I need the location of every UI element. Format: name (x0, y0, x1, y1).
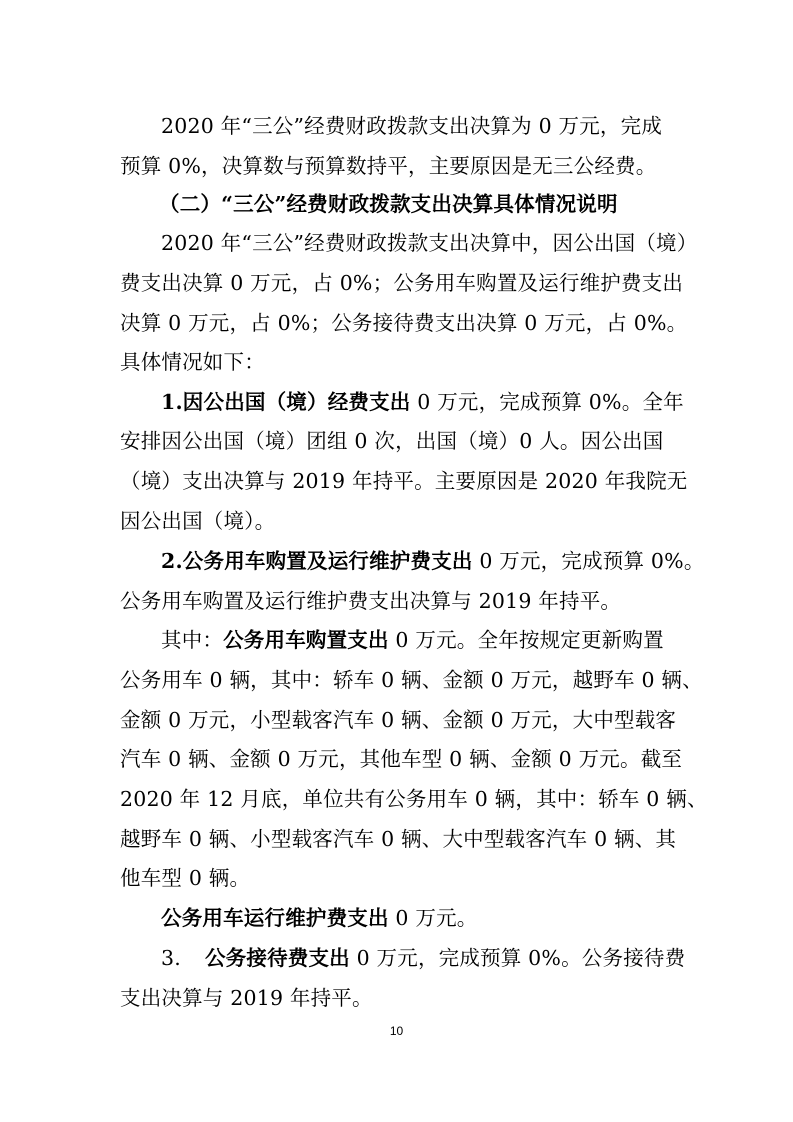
paragraph-line: 2020 年“三公”经费财政拨款支出决算中，因公出国（境） (161, 231, 698, 255)
item-text: 0 万元。 (388, 906, 478, 930)
paragraph-line: 2020 年 12 月底，单位共有公务用车 0 辆，其中：轿车 0 辆、 (120, 787, 708, 811)
paragraph-line: 费支出决算 0 万元，占 0%；公务用车购置及运行维护费支出 (120, 271, 684, 295)
paragraph-line: 汽车 0 辆、金额 0 万元，其他车型 0 辆、金额 0 万元。截至 (120, 747, 683, 771)
paragraph-line (161, 547, 705, 575)
paragraph-line: 支出决算与 2019 年持平。 (120, 986, 373, 1010)
paragraph-line (161, 944, 686, 972)
paragraph-line: 2020 年“三公”经费财政拨款支出决算为 0 万元，完成 (161, 114, 663, 138)
item-text: 0 万元，完成预算 0%。 (472, 549, 705, 573)
item-title: 公务接待费支出 (204, 946, 350, 970)
paragraph-line (161, 904, 681, 932)
item-title: 2.公务用车购置及运行维护费支出 (161, 549, 473, 573)
paragraph-line: 公务用车购置及运行维护费支出决算与 2019 年持平。 (120, 589, 622, 613)
paragraph-line: 预算 0%，决算数与预算数持平，主要原因是无三公经费。 (120, 154, 657, 178)
item-title: 公务用车运行维护费支出 (161, 906, 389, 930)
paragraph-line (161, 626, 681, 654)
item-title: 1.因公出国（境）经费支出 (161, 390, 411, 414)
item-text: 0 万元，完成预算 0%。全年 (410, 390, 684, 414)
paragraph-line: 具体情况如下： (120, 350, 265, 374)
item-text: 0 万元，完成预算 0%。公务接待费 (349, 946, 686, 970)
page-number: 10 (389, 1024, 404, 1038)
paragraph-line: （境）支出决算与 2019 年持平。主要原因是 2020 年我院无 (120, 469, 688, 493)
paragraph-line (161, 388, 684, 416)
item-text: 0 万元。全年按规定更新购置 (388, 628, 664, 652)
paragraph-line: 他车型 0 辆。 (120, 866, 251, 890)
item-title: 公务用车购置支出 (223, 628, 389, 652)
paragraph-line: 因公出国（境）。 (120, 509, 276, 533)
item-prefix: 其中： (161, 628, 224, 652)
paragraph-line: 安排因公出国（境）团组 0 次，出国（境）0 人。因公出国 (120, 429, 664, 453)
paragraph-line: 决算 0 万元，占 0%；公务接待费支出决算 0 万元，占 0%。 (120, 311, 688, 335)
section-heading: （二）“三公”经费财政拨款支出决算具体情况说明 (159, 192, 618, 216)
paragraph-line: 公务用车 0 辆，其中：轿车 0 辆、金额 0 万元，越野车 0 辆、 (120, 668, 703, 692)
paragraph-line: 越野车 0 辆、小型载客汽车 0 辆、大中型载客汽车 0 辆、其 (120, 827, 677, 851)
paragraph-line: 金额 0 万元，小型载客汽车 0 辆、金额 0 万元，大中型载客 (120, 708, 677, 732)
item-number: 3. (161, 946, 181, 970)
